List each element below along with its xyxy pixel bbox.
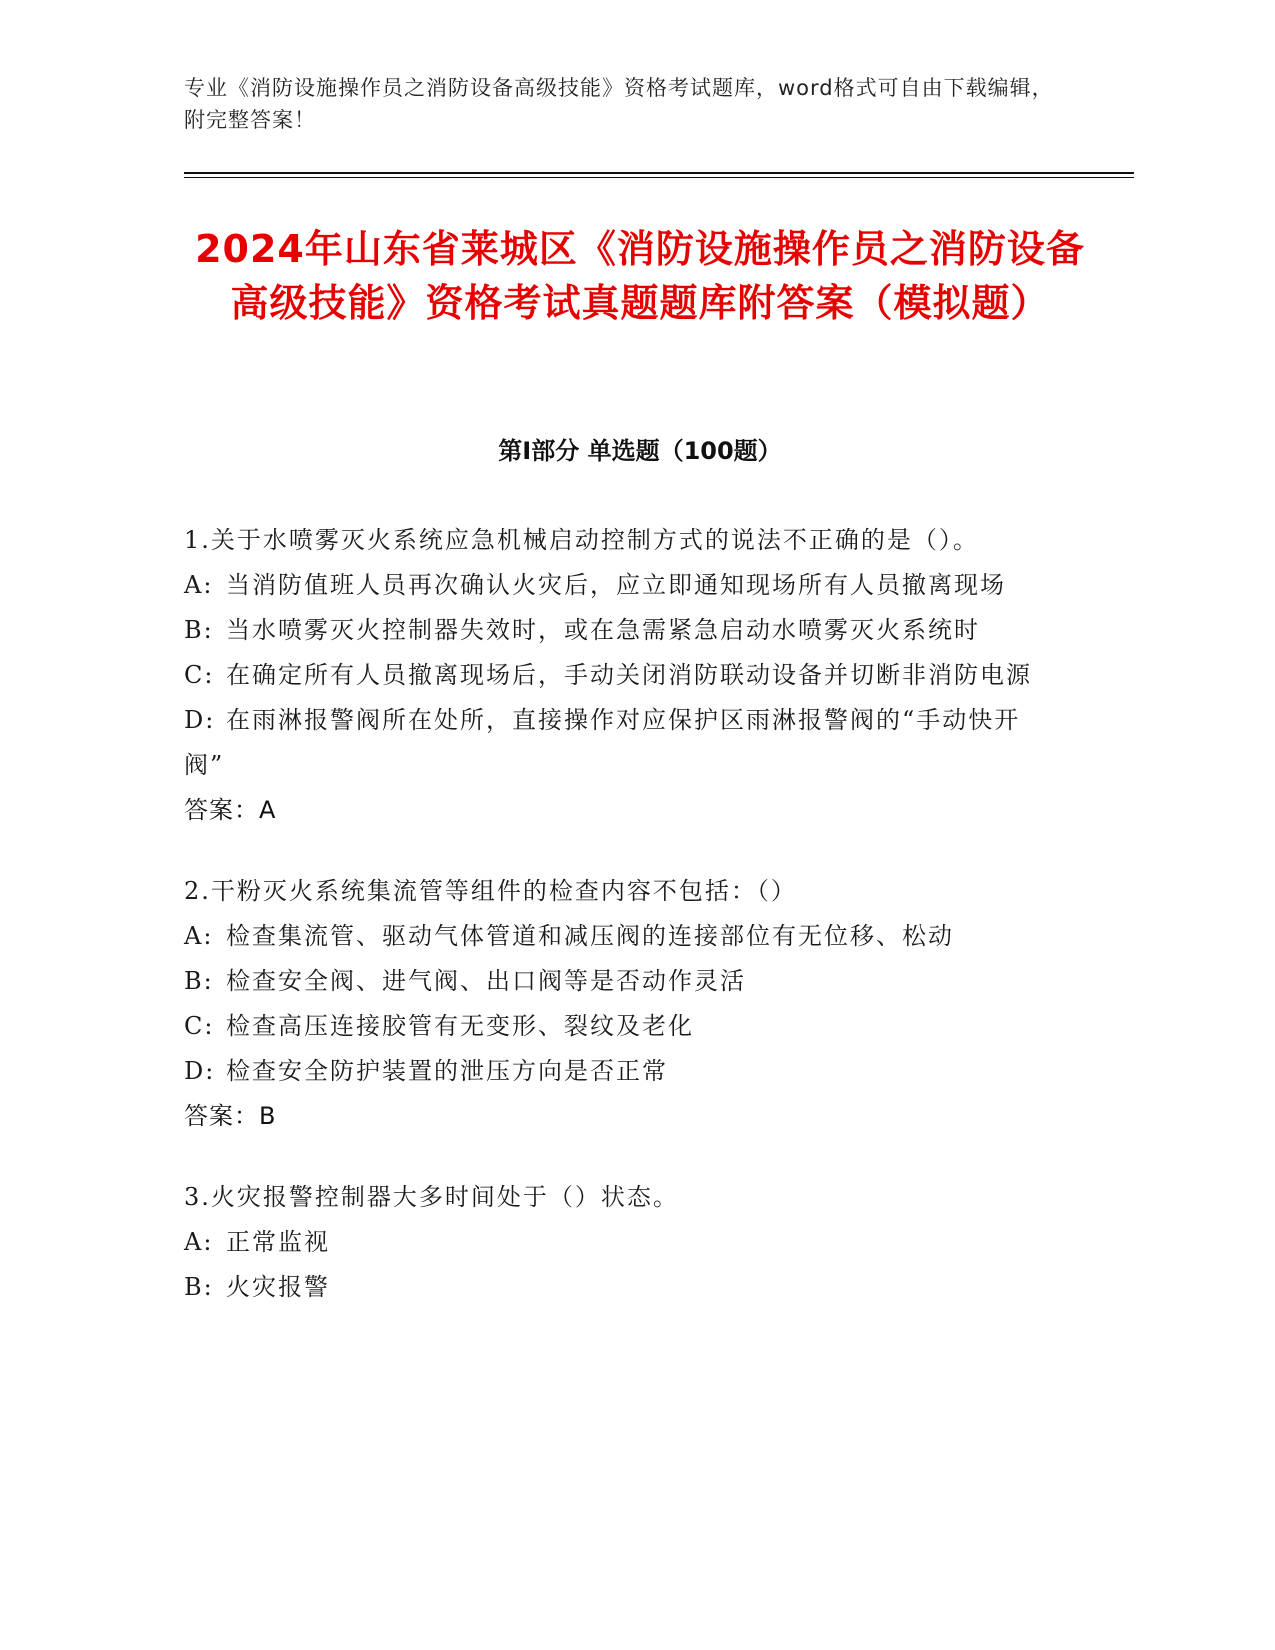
option-a [184, 914, 1054, 959]
question-1 [184, 518, 1054, 833]
option-key: B: [184, 1273, 214, 1301]
option-d [184, 1049, 1054, 1094]
option-text: 正常监视 [226, 1228, 330, 1256]
option-b [184, 959, 1054, 1004]
answer-line [184, 1094, 1054, 1139]
option-text: 检查高压连接胶管有无变形、裂纹及老化 [226, 1012, 694, 1040]
question-stem: 3.火灾报警控制器大多时间处于（）状态。 [184, 1183, 679, 1211]
question-2 [184, 869, 1054, 1139]
option-text: 在雨淋报警阀所在处所，直接操作对应保护区雨淋报警阀的“手动快开阀” [184, 706, 1021, 779]
option-key: B: [184, 967, 214, 995]
option-key: D: [184, 706, 216, 734]
option-key: A: [184, 1228, 214, 1256]
header-note: 专业《消防设施操作员之消防设备高级技能》资格考试题库，word格式可自由下载编辑，附完整答案！ [184, 76, 1054, 132]
option-key: C: [184, 1012, 215, 1040]
option-text: 火灾报警 [226, 1273, 330, 1301]
question-list [184, 518, 1054, 1346]
option-c [184, 1004, 1054, 1049]
option-text: 在确定所有人员撤离现场后，手动关闭消防联动设备并切断非消防电源 [226, 661, 1032, 689]
answer-value: B [259, 1102, 277, 1130]
option-b [184, 1265, 1054, 1310]
option-text: 当水喷雾灭火控制器失效时，或在急需紧急启动水喷雾灭火系统时 [226, 616, 980, 644]
section-title: 第I部分 单选题（100题） [498, 437, 782, 465]
option-text: 当消防值班人员再次确认火灾后，应立即通知现场所有人员撤离现场 [226, 571, 1006, 599]
answer-label: 答案： [184, 796, 259, 824]
option-key: C: [184, 661, 215, 689]
header-divider-thick [184, 172, 1134, 174]
question-3 [184, 1175, 1054, 1310]
option-text: 检查安全阀、进气阀、出口阀等是否动作灵活 [226, 967, 746, 995]
answer-value: A [259, 796, 277, 824]
option-c [184, 653, 1054, 698]
answer-line [184, 788, 1054, 833]
option-key: A: [184, 922, 214, 950]
header-divider-thin [184, 177, 1134, 178]
option-key: B: [184, 616, 214, 644]
option-a [184, 563, 1054, 608]
option-d [184, 698, 1054, 788]
document-title: 2024年山东省莱城区《消防设施操作员之消防设备高级技能》资格考试真题题库附答案（模拟题） [195, 227, 1085, 325]
question-stem: 1.关于水喷雾灭火系统应急机械启动控制方式的说法不正确的是（）。 [184, 526, 979, 554]
option-key: A: [184, 571, 214, 599]
option-a [184, 1220, 1054, 1265]
option-b [184, 608, 1054, 653]
option-key: D: [184, 1057, 216, 1085]
option-text: 检查安全防护装置的泄压方向是否正常 [226, 1057, 668, 1085]
answer-label: 答案： [184, 1102, 259, 1130]
question-stem: 2.干粉灭火系统集流管等组件的检查内容不包括：（） [184, 877, 797, 905]
option-text: 检查集流管、驱动气体管道和减压阀的连接部位有无位移、松动 [226, 922, 954, 950]
